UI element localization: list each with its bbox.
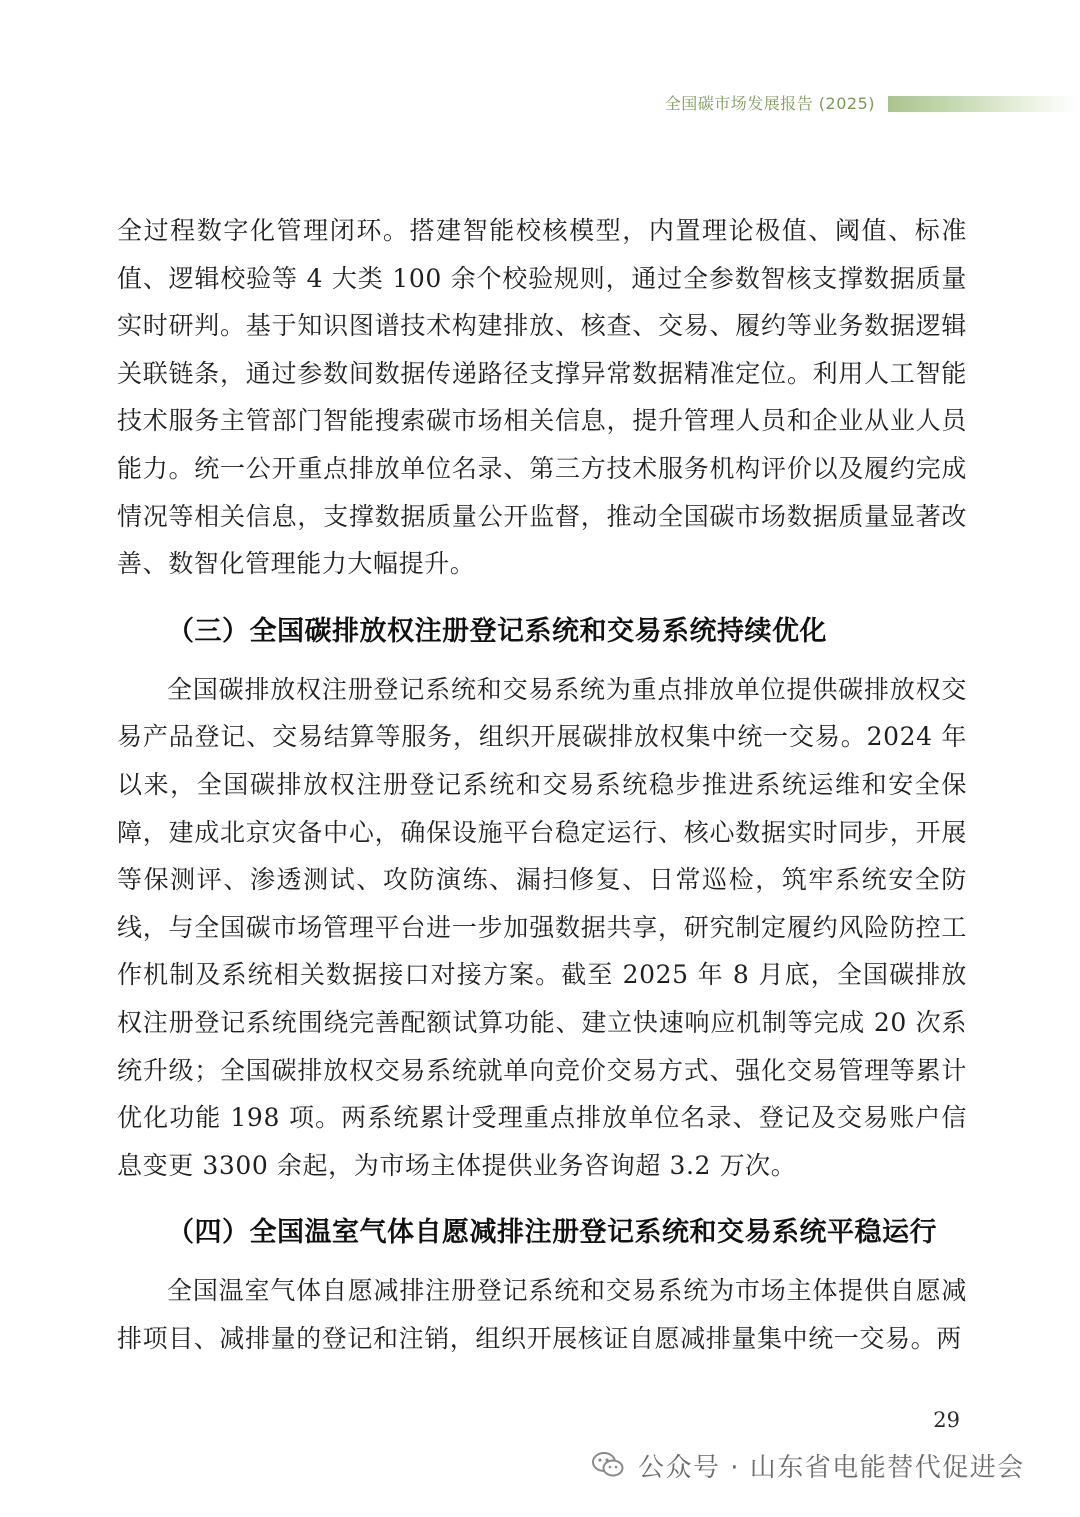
page-number: 29	[933, 1408, 960, 1432]
paragraph-voluntary-reduction: 全国温室气体自愿减排注册登记系统和交易系统为市场主体提供自愿减排项目、减排量的登记和注销，组织开展核证自愿减排量集中统一交易。两	[117, 1276, 967, 1353]
report-title: 全国碳市场发展报告 (2025)	[664, 94, 875, 113]
paragraph-registry-trading: 全国碳排放权注册登记系统和交易系统为重点排放单位提供碳排放权交易产品登记、交易结算等服务，组织开展碳排放权集中统一交易。2024 年以来，全国碳排放权注册登记系统和交易系统稳步推进系统运维和安全保障，建成北京灾备中心，确保设施平台稳定运行、核心数据实时同步，开展等保测评、渗透测试、攻防演练、漏扫修复、日常巡检，筑牢系统安全防线，与全国碳市场管理平台进一步加强数据共享，研究制定履约风险防控工作机制及系统相关数据接口对接方案。截至 2025 年 8 月底，全国碳排放权注册登记系统围绕完善配额试算功能、建立快速响应机制等完成 20 次系统升级；全国碳排放权交易系统就单向竞价交易方式、强化交易管理等累计优化功能 198 项。两系统累计受理重点排放单位名录、登记及交易账户信息变更 3300 余起，为市场主体提供业务咨询超 3.2 万次。	[117, 674, 967, 1180]
wechat-watermark	[592, 1441, 1025, 1489]
page-header	[0, 92, 1080, 116]
section-heading-3: （三）全国碳排放权注册登记系统和交易系统持续优化	[167, 615, 827, 647]
section-heading-4: （四）全国温室气体自愿减排注册登记系统和交易系统平稳运行	[167, 1217, 937, 1249]
watermark-text: 公众号 · 山东省电能替代促进会	[638, 1452, 1025, 1483]
wechat-icon	[592, 1452, 624, 1478]
header-accent-bar	[888, 96, 1080, 112]
paragraph-data-quality: 全过程数字化管理闭环。搭建智能校核模型，内置理论极值、阈值、标准值、逻辑校验等 4 大类 100 余个校验规则，通过全参数智核支撑数据质量实时研判。基于知识图谱技术构建排放、核查、交易、履约等业务数据逻辑关联链条，通过参数间数据传递路径支撑异常数据精准定位。利用人工智能技术服务主管部门智能搜索碳市场相关信息，提升管理人员和企业从业人员能力。统一公开重点排放单位名录、第三方技术服务机构评价以及履约完成情况等相关信息，支撑数据质量公开监督，推动全国碳市场数据质量显著改善、数智化管理能力大幅提升。	[117, 216, 967, 579]
page-body	[117, 207, 967, 1362]
